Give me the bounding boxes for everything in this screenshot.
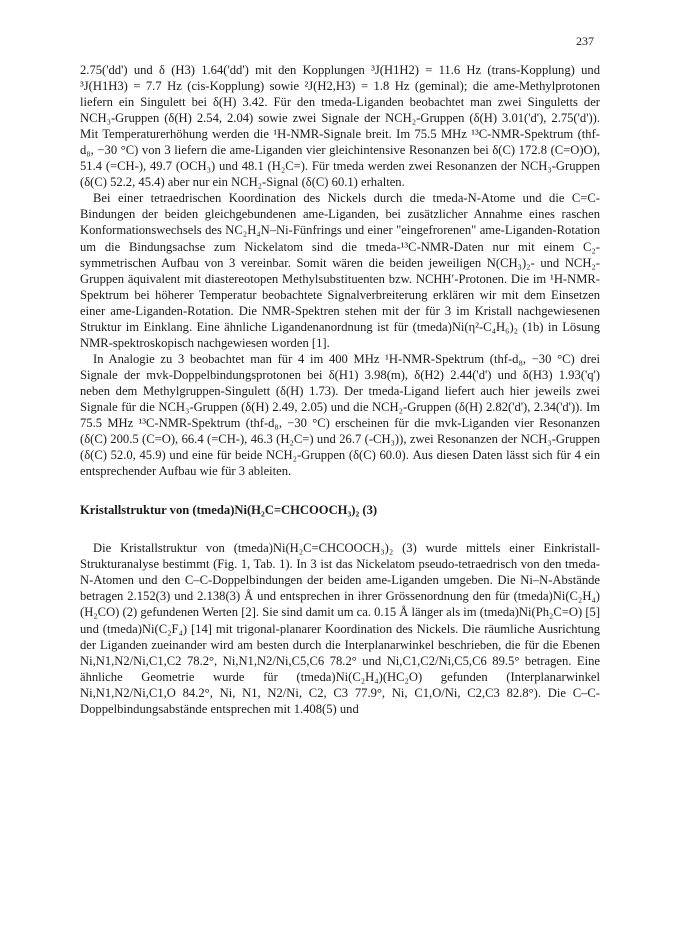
paragraph: Die Kristallstruktur von (tmeda)Ni(H₂C=CHCOOCH₃)₂ (3) wurde mittels einer Einkristall-Strukturanalyse bestimmt (Fig. 1, Tab. 1). In 3 ist das Nickelatom pseudo-tetraedrisch von den tmeda-N-Atomen und den C–C-Doppelbindungen der beiden ame-Liganden umgeben. Die Ni–N-Abstände betragen 2.152(3) und 2.138(3) Å und entsprechen in ihrer Grössenordnung den für (tmeda)Ni(C₂H₄)(H₂CO) (2) gefundenen Werten [2]. Sie sind damit um ca. 0.15 Å länger als im (tmeda)Ni(Ph₂C=O) [5] und (tmeda)Ni(C₂F₄) [14] mit trigonal-planarer Koordination des Nickels. Die räumliche Ausrichtung der Liganden zueinander wird am besten durch die Interplanarwinkel beschrieben, die für die Ebenen Ni,N1,N2/Ni,C1,C2 78.2°, Ni,N1,N2/Ni,C5,C6 78.2° und Ni,C1,C2/Ni,C5,C6 89.5° betragen. Eine ähnliche Geometrie wurde für (tmeda)Ni(C₂H₄)(HC₂O) gefunden (Interplanarwinkel Ni,N1,N2/Ni,C1,O 84.2°, Ni, N1, N2/Ni, C2, C3 77.9°, Ni, C1,O/Ni, C2,C3 82.8°). Die C–C-Doppelbindungsabstände entsprechen mit 1.408(5) und (80, 541, 601, 716)
page-number: 237 (576, 34, 594, 48)
paragraph: In Analogie zu 3 beobachtet man für 4 im 400 MHz ¹H-NMR-Spektrum (thf-d₈, −30 °C) drei Signale der mvk-Doppelbindungsprotonen bei δ(H1) 3.98(m), δ(H2) 2.44('d') und δ(H3) 1.93('q') neben dem Methylgruppen-Singulett (δ(H) 1.73). Der tmeda-Ligand liefert auch hier jeweils zwei Signale für die NCH₃-Gruppen (δ(H) 2.49, 2.05) und die NCH₂-Gruppen (δ(H) 2.82('d'), 2.34('d')). Im 75.5 MHz ¹³C-NMR-Spektrum (thf-d₈, −30 °C) erscheinen für die mvk-Liganden vier Resonanzen (δ(C) 200.5 (C=O), 66.4 (=CH-), 46.3 (H₂C=) und 26.7 (-CH₃)), zwei Resonanzen der NCH₃-Gruppen (δ(C) 52.0, 45.9) und eine für beide NCH₂-Gruppen (δ(C) 60.0). Aus diesen Daten lässt sich für 4 ein entsprechender Aufbau wie für 3 ableiten. (80, 351, 600, 479)
article-body (80, 62, 600, 717)
section-heading: Kristallstruktur von (tmeda)Ni(H₂C=CHCOOCH₃)₂ (3) (80, 503, 378, 518)
paragraph: Bei einer tetraedrischen Koordination des Nickels durch die tmeda-N-Atome und die C=C-Bindungen der beiden gleichgebundenen ame-Liganden, bei zusätzlicher Annahme eines raschen Konformationswechsels des NC₂H₄N–Ni-Fünfrings und einer "eingefrorenen" ame-Liganden-Rotation um die Bindungsachse zum Nickelatom sind die tmeda-¹³C-NMR-Daten nur mit einem C₂-symmetrischen Aufbau von 3 vereinbar. Somit wären die beiden jeweiligen N(CH₃)₂- und NCH₂-Gruppen äquivalent mit diastereotopen Methylsubstituenten bzw. NCHH′-Protonen. Die im ¹H-NMR-Spektrum bei höherer Temperatur beobachtete Signalverbreiterung erklären wir mit dem Einsetzen einer ame-Liganden-Rotation. Die NMR-Spektren stehen mit der für 3 im Kristall nachgewiesenen Struktur im Einklang. Eine ähnliche Ligandenanordnung ist für (tmeda)Ni(η²-C₄H₆)₂ (1b) in Lösung NMR-spektroskopisch nachgewiesen worden [1]. (80, 191, 600, 350)
paragraph: 2.75('dd') und δ (H3) 1.64('dd') mit den Kopplungen ³J(H1H2) = 11.6 Hz (trans-Kopplung) und ³J(H1H3) = 7.7 Hz (cis-Kopplung) sowie ²J(H2,H3) = 1.8 Hz (geminal); die ame-Methylprotonen liefern ein Singulett bei δ(H) 3.42. Für den tmeda-Liganden beobachtet man zwei Singuletts der NCH₃-Gruppen (δ(H) 2.54, 2.04) sowie zwei Signale der NCH₂-Gruppen (δ(H) 3.01('d'), 2.75('d')). Mit Temperaturerhöhung werden die ¹H-NMR-Signale breit. Im 75.5 MHz ¹³C-NMR-Spektrum (thf-d₈, −30 °C) von 3 liefern die ame-Liganden vier gleichintensive Resonanzen bei δ(C) 172.8 (C=O)O), 51.4 (=CH-), 49.7 (OCH₃) und 48.1 (H₂C=). Für tmeda werden zwei Resonanzen der NCH₃-Gruppen (δ(C) 52.2, 45.4) aber nur ein NCH₂-Signal (δ(C) 60.1) erhalten. (80, 63, 600, 190)
